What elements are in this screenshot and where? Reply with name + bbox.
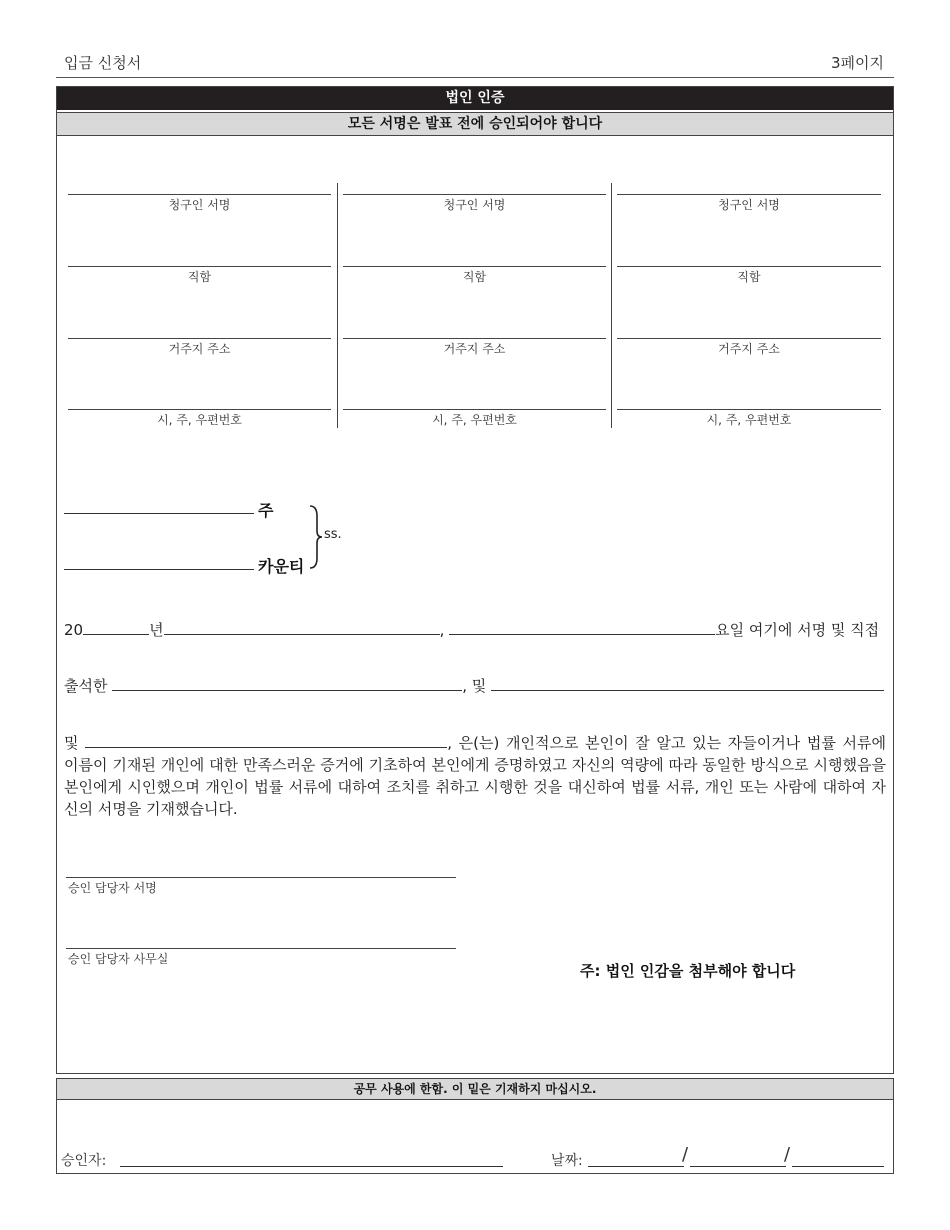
title-label: 직함 <box>737 270 761 284</box>
year-suffix: 년 <box>149 621 164 639</box>
date-label: 날짜: <box>551 1153 583 1169</box>
column-divider <box>611 183 612 428</box>
title-field-2[interactable] <box>343 266 606 267</box>
brace-icon <box>306 504 324 570</box>
body-first-line: , 은(는) 개인적으로 본인이 잘 알고 있는 자들이거나 법률 서류에 <box>447 734 886 752</box>
appeared-label: 출석한 <box>64 677 108 695</box>
officer-office-field[interactable] <box>66 948 456 949</box>
title-label: 직함 <box>462 270 487 284</box>
acknowledgment-body <box>64 732 886 820</box>
state-field[interactable] <box>64 513 254 514</box>
signature-column-3 <box>617 183 881 429</box>
signature-field-2[interactable] <box>343 194 606 195</box>
and-label: 및 <box>64 734 79 752</box>
county-label: 카운티 <box>258 557 305 576</box>
signature-label: 청구인 서명 <box>168 198 231 212</box>
appeared-name-1-field[interactable] <box>112 676 462 691</box>
form-title: 입금 신청서 <box>64 54 142 72</box>
section-title: 법인 인증 <box>57 87 893 110</box>
official-use-title: 공무 사용에 한함. 이 밑은 기재하지 마십시오. <box>57 1079 893 1100</box>
city-label: 시, 주, 우편번호 <box>157 413 242 427</box>
address-field-1[interactable] <box>68 338 331 339</box>
acknowledgment-date-line <box>64 619 886 640</box>
address-label: 거주지 주소 <box>168 342 231 356</box>
section-subtitle: 모든 서명은 발표 전에 승인되어야 합니다 <box>57 112 893 136</box>
signature-column-1 <box>68 183 331 429</box>
approver-label: 승인자: <box>61 1153 107 1169</box>
appeared-name-2-field[interactable] <box>491 676 884 691</box>
month-field[interactable] <box>164 620 440 635</box>
officer-office-label: 승인 담당자 사무실 <box>68 952 169 966</box>
city-field-1[interactable] <box>68 409 331 410</box>
day-text: 요일 여기에 서명 및 직접 <box>715 621 880 639</box>
date-slash: / <box>682 1144 689 1165</box>
appeared-line <box>64 675 886 696</box>
and-comma: , 및 <box>462 677 487 695</box>
title-field-3[interactable] <box>617 266 881 267</box>
signature-label: 청구인 서명 <box>443 198 506 212</box>
signature-column-2 <box>343 183 606 429</box>
address-label: 거주지 주소 <box>718 342 780 356</box>
date-slash: / <box>784 1144 791 1165</box>
officer-signature-field[interactable] <box>66 877 456 878</box>
county-field[interactable] <box>64 569 254 570</box>
city-label: 시, 주, 우편번호 <box>706 413 792 427</box>
state-label: 주 <box>258 501 274 520</box>
body-rest: 이름이 기재된 개인에 대한 만족스러운 증거에 기초하여 본인에게 증명하였고 자신의 역량에 따라 동일한 방식으로 시행했음을 본인에게 시인했으며 개인이 법률 서류에 대하여 조치를 취하고 시행한 것을 대신하여 법률 서류, 개인 또는 사람에 대하여 자신의 서명을 기재했습니다. <box>64 756 886 818</box>
column-divider <box>337 183 338 428</box>
signature-field-1[interactable] <box>68 194 331 195</box>
signature-label: 청구인 서명 <box>718 198 780 212</box>
date-month-field[interactable] <box>588 1166 684 1167</box>
officer-signature-label: 승인 담당자 서명 <box>68 881 157 895</box>
day-field[interactable] <box>449 620 715 635</box>
seal-note: 주: 법인 인감을 첨부해야 합니다 <box>580 962 796 980</box>
ss-label: ss. <box>324 527 342 542</box>
date-year-field[interactable] <box>792 1166 884 1167</box>
header-divider <box>56 77 894 78</box>
page-number: 3페이지 <box>830 54 884 72</box>
year-field[interactable] <box>83 620 149 635</box>
signature-field-3[interactable] <box>617 194 881 195</box>
address-field-3[interactable] <box>617 338 881 339</box>
address-label: 거주지 주소 <box>443 342 506 356</box>
address-field-2[interactable] <box>343 338 606 339</box>
city-label: 시, 주, 우편번호 <box>432 413 517 427</box>
title-label: 직함 <box>187 270 212 284</box>
city-field-3[interactable] <box>617 409 881 410</box>
date-day-field[interactable] <box>690 1166 786 1167</box>
city-field-2[interactable] <box>343 409 606 410</box>
comma: , <box>439 621 445 639</box>
approver-field[interactable] <box>120 1166 503 1167</box>
year-prefix: 20 <box>64 621 84 639</box>
appeared-name-3-field[interactable] <box>85 733 447 748</box>
title-field-1[interactable] <box>68 266 331 267</box>
